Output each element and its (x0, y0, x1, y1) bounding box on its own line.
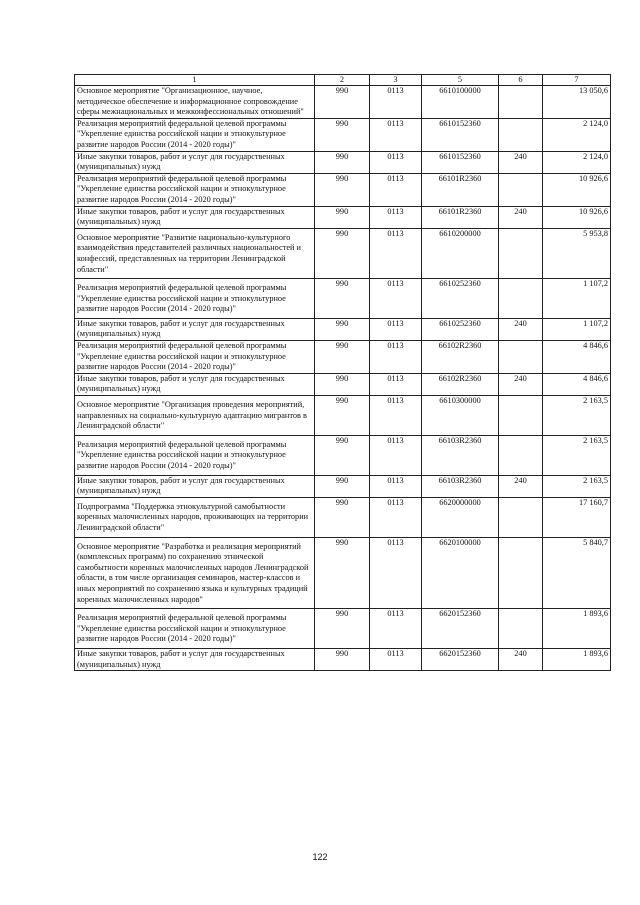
row-name-cell: Реализация мероприятий федеральной целевой программы "Укрепление единства российской нации и этнокультурное развитие народов России (2014 - 2020 годы)" (75, 118, 315, 151)
row-col5-cell: 66103R2360 (422, 435, 499, 475)
page-number: 122 (312, 852, 328, 862)
row-col2-cell: 990 (315, 206, 370, 228)
row-amount-cell: 2 163,5 (543, 396, 611, 436)
table-row (75, 648, 611, 670)
table-row (75, 206, 611, 228)
row-col2-cell: 990 (315, 151, 370, 173)
row-name-cell: Реализация мероприятий федеральной целевой программы "Укрепление единства российской нации и этнокультурное развитие народов России (2014 - 2020 годы)" (75, 341, 315, 374)
row-col3-cell: 0113 (370, 279, 422, 319)
row-col2-cell: 990 (315, 609, 370, 649)
row-col3-cell: 0113 (370, 396, 422, 436)
table-row (75, 118, 611, 151)
row-name-cell: Реализация мероприятий федеральной целевой программы "Укрепление единства российской нации и этнокультурное развитие народов России (2014 - 2020 годы)" (75, 609, 315, 649)
row-col5-cell: 6620100000 (422, 537, 499, 609)
row-name-cell: Основное мероприятие "Развитие национально-культурного взаимодействия представителей различных национальностей и конфессий, представленных на территории Ленинградской области" (75, 228, 315, 278)
table-row (75, 279, 611, 319)
row-name-cell: Иные закупки товаров, работ и услуг для государственных (муниципальных) нужд (75, 475, 315, 497)
row-col3-cell: 0113 (370, 609, 422, 649)
table-row (75, 86, 611, 119)
row-amount-cell: 1 893,6 (543, 648, 611, 670)
row-col6-cell (499, 86, 543, 119)
row-col5-cell: 6620152360 (422, 609, 499, 649)
row-amount-cell: 5 953,8 (543, 228, 611, 278)
row-col5-cell: 66101R2360 (422, 206, 499, 228)
row-col6-cell (499, 396, 543, 436)
row-col3-cell: 0113 (370, 318, 422, 340)
table-row (75, 609, 611, 649)
row-amount-cell: 2 163,5 (543, 475, 611, 497)
row-col6-cell (499, 435, 543, 475)
row-name-cell: Основное мероприятие "Организация проведения мероприятий, направленных на социально-культурную адаптацию мигрантов в Ленинградской области" (75, 396, 315, 436)
row-amount-cell: 10 926,6 (543, 206, 611, 228)
table-row (75, 373, 611, 395)
row-col3-cell: 0113 (370, 537, 422, 609)
table-row (75, 318, 611, 340)
row-name-cell: Реализация мероприятий федеральной целевой программы "Укрепление единства российской нации и этнокультурное развитие народов России (2014 - 2020 годы)" (75, 173, 315, 206)
table-body (75, 86, 611, 671)
column-header: 7 (543, 75, 611, 86)
row-col5-cell: 6620152360 (422, 648, 499, 670)
row-amount-cell: 1 893,6 (543, 609, 611, 649)
table-row (75, 396, 611, 436)
row-col3-cell: 0113 (370, 118, 422, 151)
row-col2-cell: 990 (315, 648, 370, 670)
row-col3-cell: 0113 (370, 206, 422, 228)
table-row (75, 151, 611, 173)
row-col6-cell (499, 279, 543, 319)
row-name-cell: Иные закупки товаров, работ и услуг для государственных (муниципальных) нужд (75, 151, 315, 173)
row-amount-cell: 1 107,2 (543, 318, 611, 340)
row-amount-cell: 10 926,6 (543, 173, 611, 206)
row-col6-cell (499, 609, 543, 649)
row-col6-cell: 240 (499, 648, 543, 670)
row-col6-cell: 240 (499, 151, 543, 173)
table-row (75, 537, 611, 609)
row-col3-cell: 0113 (370, 341, 422, 374)
row-col2-cell: 990 (315, 497, 370, 537)
row-col5-cell: 6620000000 (422, 497, 499, 537)
column-header: 1 (75, 75, 315, 86)
row-name-cell: Реализация мероприятий федеральной целевой программы "Укрепление единства российской нации и этнокультурное развитие народов России (2014 - 2020 годы)" (75, 435, 315, 475)
column-header: 5 (422, 75, 499, 86)
row-col3-cell: 0113 (370, 173, 422, 206)
row-col5-cell: 6610252360 (422, 279, 499, 319)
row-col3-cell: 0113 (370, 435, 422, 475)
row-col5-cell: 66101R2360 (422, 173, 499, 206)
row-col3-cell: 0113 (370, 648, 422, 670)
row-amount-cell: 4 846,6 (543, 373, 611, 395)
row-col2-cell: 990 (315, 228, 370, 278)
row-col2-cell: 990 (315, 537, 370, 609)
row-col5-cell: 6610252360 (422, 318, 499, 340)
column-header: 6 (499, 75, 543, 86)
row-col6-cell (499, 173, 543, 206)
row-col3-cell: 0113 (370, 86, 422, 119)
row-amount-cell: 2 163,5 (543, 435, 611, 475)
row-amount-cell: 4 846,6 (543, 341, 611, 374)
row-name-cell: Основное мероприятие "Организационное, научное, методическое обеспечение и информационное сопровождение сферы межнациональных и межконфессиональных отношений" (75, 86, 315, 119)
table-header-row (75, 75, 611, 86)
row-col5-cell: 66102R2360 (422, 341, 499, 374)
row-amount-cell: 13 050,6 (543, 86, 611, 119)
table-row (75, 475, 611, 497)
row-col3-cell: 0113 (370, 373, 422, 395)
row-amount-cell: 2 124,0 (543, 118, 611, 151)
row-col2-cell: 990 (315, 118, 370, 151)
budget-table (74, 74, 611, 671)
row-col5-cell: 66102R2360 (422, 373, 499, 395)
row-col2-cell: 990 (315, 173, 370, 206)
row-amount-cell: 5 840,7 (543, 537, 611, 609)
row-col2-cell: 990 (315, 341, 370, 374)
column-header: 2 (315, 75, 370, 86)
row-col2-cell: 990 (315, 373, 370, 395)
row-name-cell: Иные закупки товаров, работ и услуг для государственных (муниципальных) нужд (75, 373, 315, 395)
row-col2-cell: 990 (315, 435, 370, 475)
row-col2-cell: 990 (315, 279, 370, 319)
row-name-cell: Иные закупки товаров, работ и услуг для государственных (муниципальных) нужд (75, 648, 315, 670)
row-col6-cell: 240 (499, 373, 543, 395)
row-col3-cell: 0113 (370, 151, 422, 173)
row-col6-cell (499, 118, 543, 151)
row-col5-cell: 6610152360 (422, 151, 499, 173)
row-col3-cell: 0113 (370, 228, 422, 278)
row-col2-cell: 990 (315, 475, 370, 497)
row-col5-cell: 6610100000 (422, 86, 499, 119)
row-amount-cell: 1 107,2 (543, 279, 611, 319)
row-name-cell: Подпрограмма "Поддержка этнокультурной самобытности коренных малочисленных народов, проживающих на территории Ленинградской области" (75, 497, 315, 537)
row-name-cell: Иные закупки товаров, работ и услуг для государственных (муниципальных) нужд (75, 318, 315, 340)
row-col2-cell: 990 (315, 318, 370, 340)
table-row (75, 341, 611, 374)
row-col6-cell: 240 (499, 318, 543, 340)
row-col6-cell: 240 (499, 206, 543, 228)
row-col5-cell: 6610200000 (422, 228, 499, 278)
row-col2-cell: 990 (315, 86, 370, 119)
row-amount-cell: 17 160,7 (543, 497, 611, 537)
row-amount-cell: 2 124,0 (543, 151, 611, 173)
row-col6-cell (499, 228, 543, 278)
row-col5-cell: 6610152360 (422, 118, 499, 151)
row-name-cell: Основное мероприятие "Разработка и реализация мероприятий (комплексных программ) по сохранению этнической самобытности коренных малочисленных народов Ленинградской области, в том числе организация семинаров, мастер-классов и иных мероприятий по сохранению языка и культурных традиций коренных малочисленных народов" (75, 537, 315, 609)
row-col3-cell: 0113 (370, 475, 422, 497)
row-name-cell: Реализация мероприятий федеральной целевой программы "Укрепление единства российской нации и этнокультурное развитие народов России (2014 - 2020 годы)" (75, 279, 315, 319)
table-row (75, 228, 611, 278)
row-col6-cell (499, 341, 543, 374)
row-name-cell: Иные закупки товаров, работ и услуг для государственных (муниципальных) нужд (75, 206, 315, 228)
row-col5-cell: 6610300000 (422, 396, 499, 436)
row-col5-cell: 66103R2360 (422, 475, 499, 497)
row-col2-cell: 990 (315, 396, 370, 436)
column-header: 3 (370, 75, 422, 86)
row-col3-cell: 0113 (370, 497, 422, 537)
row-col6-cell (499, 537, 543, 609)
table-row (75, 497, 611, 537)
row-col6-cell (499, 497, 543, 537)
table-row (75, 435, 611, 475)
table-row (75, 173, 611, 206)
row-col6-cell: 240 (499, 475, 543, 497)
